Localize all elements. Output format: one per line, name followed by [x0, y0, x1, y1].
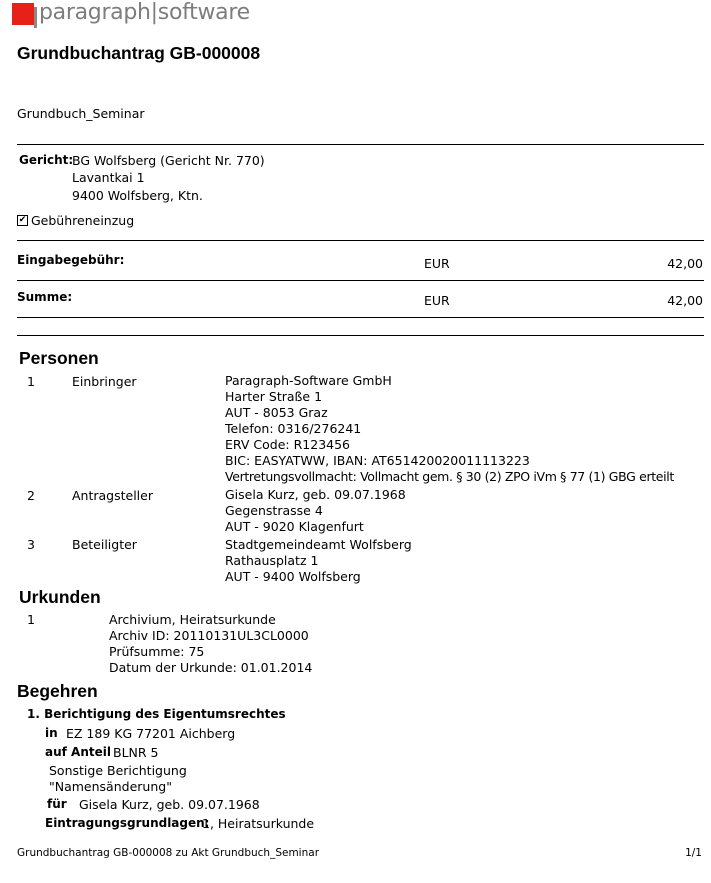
request-in-label: in [45, 726, 58, 740]
request-other-line: Sonstige Berichtigung [49, 763, 187, 778]
document-line: Archiv ID: 20110131UL3CL0000 [109, 628, 309, 643]
person-line: Gegenstrasse 4 [225, 503, 323, 518]
person-role: Einbringer [72, 374, 137, 389]
logo-bar-icon [34, 7, 37, 28]
person-line: BIC: EASYATWW, IBAN: AT651420020011113223 [225, 453, 530, 468]
person-line: Telefon: 0316/276241 [225, 421, 362, 436]
document-subtitle: Grundbuch_Seminar [17, 106, 145, 121]
sum-label: Summe: [17, 290, 73, 304]
sum-currency: EUR [424, 293, 450, 308]
fee-collection-checkbox[interactable] [17, 215, 28, 226]
court-line: 9400 Wolfsberg, Ktn. [72, 188, 203, 203]
footer-text: Grundbuchantrag GB-000008 zu Akt Grundbuch_Seminar [17, 847, 320, 859]
request-basis-value: 1, Heiratsurkunde [202, 816, 315, 831]
document-line: Datum der Urkunde: 01.01.2014 [109, 660, 313, 675]
request-other-line: "Namensänderung" [49, 779, 172, 794]
person-line: Stadtgemeindeamt Wolfsberg [225, 537, 412, 552]
entry-fee-currency: EUR [424, 256, 450, 271]
page-title: Grundbuchantrag GB-000008 [17, 43, 261, 63]
person-line: ERV Code: R123456 [225, 437, 351, 452]
court-line: BG Wolfsberg (Gericht Nr. 770) [72, 153, 265, 168]
entry-fee-amount: 42,00 [667, 256, 703, 271]
request-basis-label: Eintragungsgrundlagen: [45, 816, 210, 830]
person-number: 2 [27, 488, 35, 503]
person-role: Beteiligter [72, 537, 137, 552]
person-role: Antragsteller [72, 488, 153, 503]
request-title: 1. Berichtigung des Eigentumsrechtes [27, 707, 286, 721]
person-number: 3 [27, 537, 35, 552]
person-number: 1 [27, 374, 35, 389]
request-for-label: für [47, 797, 67, 811]
documents-heading: Urkunden [19, 587, 101, 607]
request-share-label: auf Anteil [45, 745, 111, 759]
divider [17, 335, 704, 336]
person-line: Rathausplatz 1 [225, 553, 319, 568]
brand-logo: paragraph|software [39, 0, 250, 25]
divider [17, 144, 704, 145]
logo-square-icon [12, 3, 34, 25]
person-line: Paragraph-Software GmbH [225, 373, 392, 388]
person-line: Harter Straße 1 [225, 389, 323, 404]
divider [17, 240, 704, 241]
document-line: Prüfsumme: 75 [109, 644, 205, 659]
divider [17, 317, 704, 318]
requests-heading: Begehren [17, 681, 98, 701]
person-line: AUT - 9400 Wolfsberg [225, 569, 361, 584]
person-line: AUT - 9020 Klagenfurt [225, 519, 364, 534]
sum-amount: 42,00 [667, 293, 703, 308]
fee-collection-label: Gebühreneinzug [31, 213, 135, 228]
document-number: 1 [27, 612, 35, 627]
person-line: Gisela Kurz, geb. 09.07.1968 [225, 487, 406, 502]
person-line: AUT - 8053 Graz [225, 405, 328, 420]
persons-heading: Personen [19, 348, 99, 368]
request-in-value: EZ 189 KG 77201 Aichberg [66, 726, 236, 741]
request-share-value: BLNR 5 [113, 745, 159, 760]
divider [17, 280, 704, 281]
checkmark-icon: ✔ [18, 215, 27, 225]
court-line: Lavantkai 1 [72, 170, 145, 185]
request-for-value: Gisela Kurz, geb. 09.07.1968 [79, 797, 260, 812]
person-line: Vertretungsvollmacht: Vollmacht gem. § 30 (2) ZPO iVm § 77 (1) GBG erteilt [225, 469, 674, 484]
document-line: Archivium, Heiratsurkunde [109, 612, 276, 627]
page-number: 1/1 [685, 847, 702, 859]
court-label: Gericht: [19, 153, 74, 167]
entry-fee-label: Eingabegebühr: [17, 253, 125, 267]
